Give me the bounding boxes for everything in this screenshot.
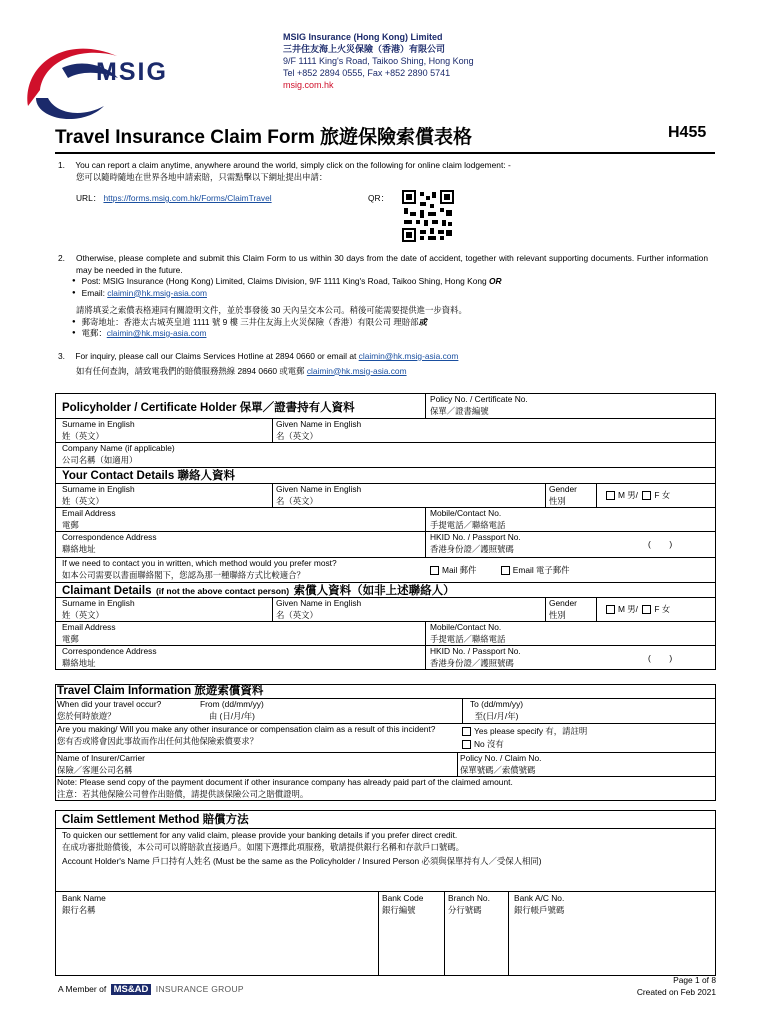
msad-member-logo: A Member of MS&AD INSURANCE GROUP bbox=[58, 984, 244, 995]
contact-divider bbox=[272, 483, 273, 507]
company-name-zh: 三井住友海上火災保險（香港）有限公司 bbox=[283, 44, 446, 54]
contact-email[interactable]: Email Address 電郵 bbox=[62, 508, 116, 530]
travel-divider bbox=[462, 698, 463, 723]
row-rule bbox=[55, 467, 716, 468]
ph-company[interactable]: Company Name (if applicable) 公司名稱（如適用） bbox=[62, 443, 175, 465]
contact-divider bbox=[545, 483, 546, 507]
item1-zh: 您可以隨時隨地在世界各地申請索賠，只需點擊以下網址提出申請： bbox=[76, 171, 328, 182]
row-rule bbox=[55, 483, 716, 484]
claimant-hkid-check[interactable]: ( ) bbox=[648, 653, 673, 663]
settlement-heading: Claim Settlement Method 賠償方法 bbox=[62, 814, 249, 826]
contact-given[interactable]: Given Name in English 名（英文） bbox=[276, 484, 362, 506]
contact-method-question: If we need to contact you in written, which method would you prefer most? 如本公司需要以書面聯絡閣下，您認為那一種聯絡方式比較適合？ bbox=[62, 558, 337, 580]
claimant-gender-label: Gender 性別 bbox=[549, 598, 577, 620]
qr-code-icon[interactable] bbox=[402, 190, 454, 242]
row-rule bbox=[55, 507, 716, 508]
company-phone-fax: Tel +852 2894 0555, Fax +852 2890 5741 bbox=[283, 68, 451, 78]
claimant-male-checkbox[interactable] bbox=[606, 605, 615, 614]
ph-divider bbox=[272, 418, 273, 442]
travel-insurer[interactable]: Name of Insurer/Carrier 保險／客運公司名稱 bbox=[57, 753, 145, 775]
claimant-heading: Claimant Details (if not the above contact person) 索償人資料（如非上述聯絡人） bbox=[62, 585, 455, 597]
travel-other-options: Yes please specify 有，請註明 No 沒有 bbox=[462, 725, 587, 751]
claimant-hkid[interactable]: HKID No. / Passport No. 香港身份證／護照號碼 bbox=[430, 646, 521, 668]
contact-divider bbox=[425, 507, 426, 557]
claimant-surname[interactable]: Surname in English 姓（英文） bbox=[62, 598, 135, 620]
travel-from[interactable]: From (dd/mm/yy) 由 (日/月/年) bbox=[200, 699, 264, 721]
inquiry-email-link-zh[interactable]: claimin@hk.msig-asia.com bbox=[306, 365, 407, 376]
other-claim-no-checkbox[interactable] bbox=[462, 740, 471, 749]
contact-hkid-check[interactable]: ( ) bbox=[648, 539, 673, 549]
url-row: URL： https://forms.msig.com.hk/Forms/ClaimTravel bbox=[76, 193, 272, 203]
msig-logo-text: MSIG bbox=[96, 58, 168, 86]
travel-when: When did your travel occur? 您於何時旅遊？ bbox=[57, 699, 162, 721]
row-rule bbox=[55, 828, 716, 829]
account-holder-label: Account Holder's Name 戶口持有人姓名 (Must be the same as the Policyholder / Insured Person 必須與保單持有人／受保人相同) bbox=[62, 856, 542, 866]
contact-address[interactable]: Correspondence Address 聯絡地址 bbox=[62, 532, 157, 554]
contact-hkid[interactable]: HKID No. / Passport No. 香港身份證／護照號碼 bbox=[430, 532, 521, 554]
claimant-female-checkbox[interactable] bbox=[642, 605, 651, 614]
bank-account-field[interactable]: Bank A/C No. 銀行帳戶號碼 bbox=[514, 893, 565, 915]
bank-divider bbox=[508, 891, 509, 976]
travel-to[interactable]: To (dd/mm/yy) 至(日/月/年) bbox=[470, 699, 524, 721]
branch-no-field[interactable]: Branch No. 分行號碼 bbox=[448, 893, 490, 915]
item2-email: ● Email: claimin@hk.msig-asia.com bbox=[84, 288, 708, 300]
row-rule bbox=[55, 621, 716, 622]
travel-other-claim: Are you making/ Will you make any other insurance or compensation claim as a result of this incident? 您有否或將會因此事故而作出任何其他保險索償要求？ bbox=[57, 724, 436, 746]
account-holder-field[interactable] bbox=[62, 870, 702, 890]
item2-zh: 請將填妥之索償表格連同有關證明文件，並於事發後 30 天內呈交本公司。稍後可能需要提供進一步資料。 bbox=[76, 305, 467, 315]
claimant-gender-options: M 男/ F 女 bbox=[606, 604, 670, 616]
claimant-divider bbox=[545, 597, 546, 621]
company-name-en: MSIG Insurance (Hong Kong) Limited bbox=[283, 32, 443, 42]
inquiry-email-link[interactable]: claimin@hk.msig-asia.com bbox=[358, 351, 459, 361]
claimant-given[interactable]: Given Name in English 名（英文） bbox=[276, 598, 362, 620]
bank-divider bbox=[378, 891, 379, 976]
item2-en: Otherwise, please complete and submit this Claim Form to us within 30 days from the date of accident, together with relevant supporting documents. Further information may be needed in the future. bbox=[76, 253, 708, 275]
travel-note: Note: Please send copy of the payment document if other insurance company has already paid part of the claimed amount. 注意：若其他保險公司曾作出賠償，請提供該保險公司之賠償證明。 bbox=[57, 777, 513, 799]
intro-item-1: 1. You can report a claim anytime, anywhere around the world, simply click on the following for online claim lodgement: - 您可以隨時隨地在世界各地申請索賠，只需點擊以下網址提出申請： bbox=[58, 160, 708, 183]
contact-divider bbox=[596, 483, 597, 507]
claimant-address[interactable]: Correspondence Address 聯絡地址 bbox=[62, 646, 157, 668]
row-rule bbox=[55, 418, 716, 419]
policy-no-label: Policy No. / Certificate No. 保單／證書編號 bbox=[430, 394, 528, 416]
contact-method-options: Mail 郵件 Email 電子郵件 bbox=[430, 565, 570, 577]
page-info bbox=[637, 975, 716, 998]
intro-item-2: 2. Otherwise, please complete and submit this Claim Form to us within 30 days from the date of accident, together with relevant supporting documents. Further information may be needed in the future. ● Post: MSIG Insurance (Hong Kong) Limited, Claims Division, 9/F 1111 King's Road, Taikoo Shing, Hong Kong OR ● Email: claimin@hk.msig-asia.com 請將填妥之索償表格連同有關證明文件，並於事發後 30 天內呈交本公司。稍後可能需要提供進一步資料。 ● 郵寄地址：香港太古城英皇道 1111 號 9 樓 三井住友海上火災保險（香港）有限公司 理賠部或 ● 電郵：claimin@hk.msig-asia.com bbox=[58, 253, 708, 340]
contact-gender-label: Gender 性別 bbox=[549, 484, 577, 506]
claimant-email[interactable]: Email Address 電郵 bbox=[62, 622, 116, 644]
form-title: Travel Insurance Claim Form 旅遊保險索償表格 bbox=[55, 127, 473, 148]
claimant-divider bbox=[272, 597, 273, 621]
contact-heading: Your Contact Details 聯絡人資料 bbox=[62, 470, 235, 482]
bank-code-field[interactable]: Bank Code 銀行編號 bbox=[382, 893, 424, 915]
travel-heading: Travel Claim Information 旅遊索償資料 bbox=[57, 685, 264, 697]
bank-name-field[interactable]: Bank Name 銀行名稱 bbox=[62, 893, 106, 915]
claim-email-link-zh[interactable]: claimin@hk.msig-asia.com bbox=[106, 328, 207, 338]
company-info bbox=[283, 31, 474, 91]
row-rule bbox=[55, 752, 716, 753]
travel-claim-no[interactable]: Policy No. / Claim No. 保單號碼／索償號碼 bbox=[460, 753, 542, 775]
claimant-mobile[interactable]: Mobile/Contact No. 手提電話／聯絡電話 bbox=[430, 622, 506, 644]
item2-post: ● Post: MSIG Insurance (Hong Kong) Limited, Claims Division, 9/F 1111 King's Road, Taikoo Shing, Hong Kong OR bbox=[84, 276, 708, 288]
contact-male-checkbox[interactable] bbox=[606, 491, 615, 500]
msad-badge: MS&AD bbox=[111, 984, 152, 995]
company-website[interactable]: msig.com.hk bbox=[283, 80, 334, 90]
policyholder-heading: Policyholder / Certificate Holder 保單／證書持有人資料 bbox=[62, 402, 355, 414]
form-code: H455 bbox=[668, 124, 707, 141]
company-address: 9/F 1111 King's Road, Taikoo Shing, Hong Kong bbox=[283, 56, 474, 66]
title-rule bbox=[55, 152, 715, 154]
item1-en: You can report a claim anytime, anywhere around the world, simply click on the following for online claim lodgement: - bbox=[75, 160, 511, 170]
claim-url-link[interactable]: https://forms.msig.com.hk/Forms/ClaimTravel bbox=[103, 193, 272, 203]
email-checkbox[interactable] bbox=[501, 566, 510, 575]
contact-mobile[interactable]: Mobile/Contact No. 手提電話／聯絡電話 bbox=[430, 508, 506, 530]
settlement-instructions: To quicken our settlement for any valid claim, please provide your banking details if you prefer direct credit. 在成功審批賠償後，本公司可以將賠款直接過戶。如閣下選擇此項服務，敬請提供銀行名稱和存款戶口號碼。 bbox=[62, 830, 464, 852]
page-number: Page 1 of 8 bbox=[673, 975, 716, 985]
row-rule bbox=[55, 891, 716, 892]
ph-given[interactable]: Given Name in English 名（英文） bbox=[276, 419, 362, 441]
item2-zh-email: ● 電郵：claimin@hk.msig-asia.com bbox=[84, 328, 708, 340]
created-date: Created on Feb 2021 bbox=[636, 986, 716, 997]
qr-label: QR： bbox=[368, 193, 389, 203]
bank-divider bbox=[444, 891, 445, 976]
ph-surname[interactable]: Surname in English 姓（英文） bbox=[62, 419, 135, 441]
contact-gender-options: M 男/ F 女 bbox=[606, 490, 670, 502]
contact-surname[interactable]: Surname in English 姓（英文） bbox=[62, 484, 135, 506]
other-claim-yes-checkbox[interactable] bbox=[462, 727, 471, 736]
claimant-divider bbox=[596, 597, 597, 621]
intro-item-3: 3. For inquiry, please call our Claims Services Hotline at 2894 0660 or email at claimin@hk.msig-asia.com 如有任何查詢，請致電我們的賠償服務熱線 2894 0660 或電郵 claimin@hk.msig-asia.com bbox=[58, 351, 459, 376]
item2-zh-post: ● 郵寄地址：香港太古城英皇道 1111 號 9 樓 三井住友海上火災保險（香港）有限公司 理賠部或 bbox=[84, 317, 708, 329]
claim-email-link[interactable]: claimin@hk.msig-asia.com bbox=[107, 287, 207, 298]
row-rule bbox=[55, 597, 716, 598]
policy-no-divider bbox=[425, 393, 426, 418]
mail-checkbox[interactable] bbox=[430, 566, 439, 575]
contact-female-checkbox[interactable] bbox=[642, 491, 651, 500]
travel-divider bbox=[457, 752, 458, 776]
